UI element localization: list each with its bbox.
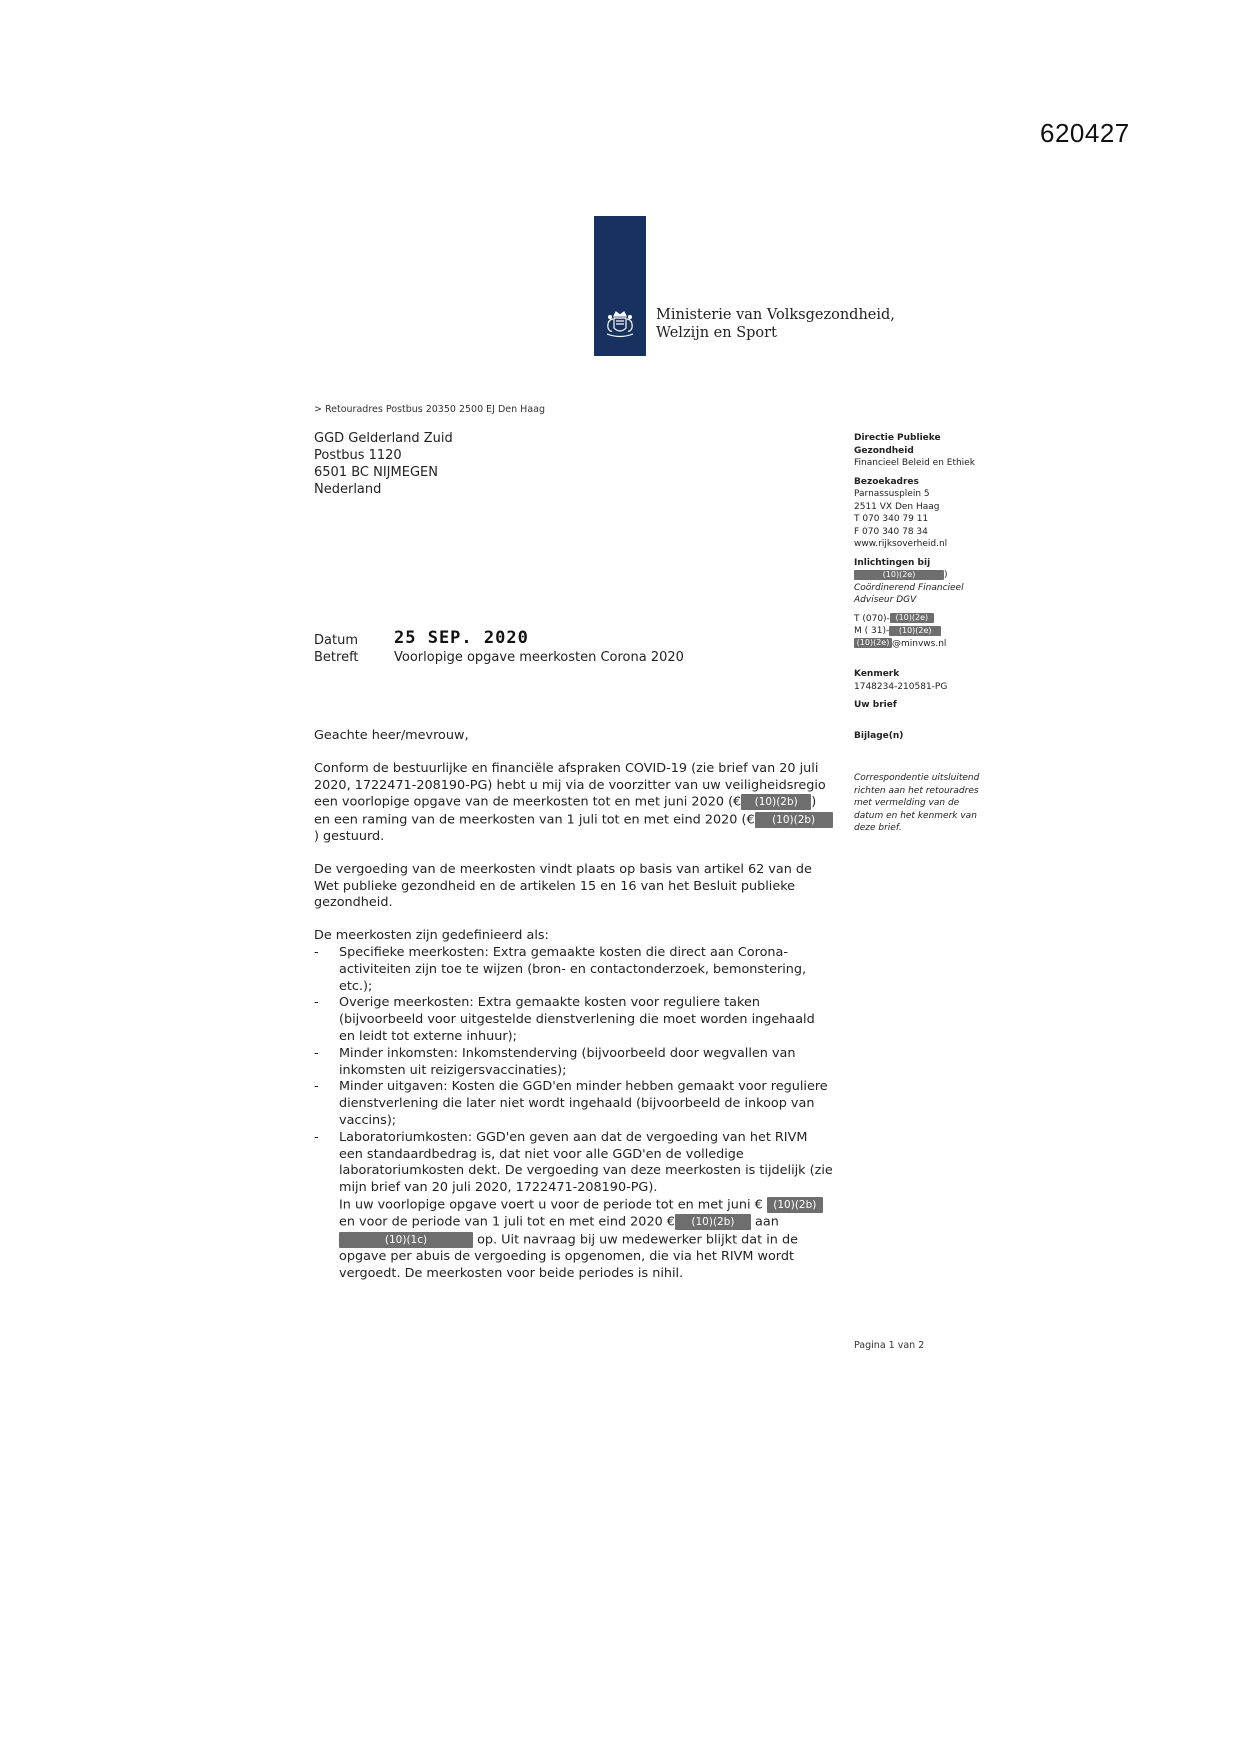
list-item: - Overige meerkosten: Extra gemaakte kosten voor reguliere taken (bijvoorbeeld voor uitgestelde dienstverlening die moet worden ingehaald en leidt tot externe inhuur); [314, 995, 815, 1044]
visit-address-line: F 070 340 78 34 [854, 526, 928, 537]
email-line [854, 638, 1014, 651]
redaction-box: (10)(2b) [675, 1214, 751, 1230]
date-stamp: 25 SEP. 2020 [394, 628, 529, 648]
kenmerk-value: 1748234-210581-PG [854, 681, 948, 692]
list-item: - Minder inkomsten: Inkomstenderving (bijvoorbeeld door wegvallen van inkomsten uit reizigersvaccinaties); [314, 1045, 796, 1078]
paragraph-text: In uw voorlopige opgave voert u voor de periode tot en met juni € [339, 1197, 763, 1213]
paragraph-text: op. Uit navraag bij uw medewerker blijkt dat in de opgave per abuis de vergoeding is opgenomen, die via het RIVM wordt vergoedt. De meerkosten voor beide periodes is nihil. [339, 1232, 798, 1281]
redaction-box: (10)(2b) [741, 794, 811, 810]
email-suffix: @minvws.nl [892, 638, 947, 649]
paragraph-1 [314, 761, 834, 846]
list-item: - Minder uitgaven: Kosten die GGD'en minder hebben gemaakt voor reguliere dienstverlening die later niet wordt ingehaald (bijvoorbeeld de inkoop van vaccins); [314, 1079, 828, 1128]
department: Financieel Beleid en Ethiek [854, 458, 975, 468]
visit-address-line: 2511 VX Den Haag [854, 501, 940, 512]
visit-address-line: T 070 340 79 11 [854, 514, 929, 524]
recipient-line: Nederland [314, 482, 382, 497]
kenmerk-label: Kenmerk [854, 669, 900, 679]
paragraph-text: ) gestuurd. [314, 828, 385, 844]
letter-meta [314, 630, 684, 666]
redaction-box: (10)(2e) [854, 638, 892, 648]
paragraph-text: aan [755, 1214, 779, 1230]
recipient-line: GGD Gelderland Zuid [314, 431, 453, 446]
recipient-address [314, 430, 453, 498]
ministry-name-line-2: Welzijn en Sport [656, 325, 777, 341]
uw-brief-label: Uw brief [854, 700, 897, 710]
correspondence-note-line: met vermelding van de [854, 798, 960, 808]
paragraph-2: De vergoeding van de meerkosten vindt plaats op basis van artikel 62 van de Wet publieke gezondheid en de artikelen 15 en 16 van het Besluit publieke gezondheid. [314, 861, 812, 911]
mobile-line [854, 625, 1014, 638]
correspondence-note-line: Correspondentie uitsluitend [854, 773, 980, 783]
redaction-box: (10)(2e) [890, 613, 934, 623]
letter-body [314, 728, 834, 1282]
phone-prefix: T (070)- [854, 613, 890, 624]
document-number: 620427 [1040, 118, 1130, 148]
directorate-line: Directie Publieke [854, 433, 941, 443]
redaction-box: (10)(2e) [889, 626, 941, 636]
betreft-label: Betreft [314, 650, 359, 665]
redaction-box: (10)(1c) [339, 1232, 473, 1248]
recipient-line: 6501 BC NIJMEGEN [314, 465, 438, 480]
mobile-prefix: M ( 31)- [854, 626, 890, 636]
subject: Voorlopige opgave meerkosten Corona 2020 [394, 650, 684, 665]
ministry-name-line-1: Ministerie van Volksgezondheid, [656, 307, 895, 323]
page-number: Pagina 1 van 2 [854, 1340, 925, 1351]
info-suffix: ) [944, 570, 948, 580]
royal-coat-of-arms-icon [600, 304, 640, 344]
ministry-name [656, 306, 895, 342]
paragraph-text: ) en een raming van de meerkosten van 1 juli tot en met eind 2020 (€ [314, 794, 817, 828]
info-label: Inlichtingen bij [854, 557, 931, 568]
paragraph-text: en voor de periode van 1 juli tot en met eind 2020 € [339, 1214, 675, 1230]
redaction-box: (10)(2b) [767, 1197, 823, 1213]
datum-label: Datum [314, 633, 358, 648]
visit-address-line: Parnassusplein 5 [854, 489, 930, 499]
redaction-box: (10)(2e) [854, 570, 944, 580]
directorate-line: Gezondheid [854, 445, 914, 456]
correspondence-note-line: datum en het kenmerk van [854, 810, 977, 821]
correspondence-note-line: deze brief. [854, 823, 902, 833]
correspondence-note-line: richten aan het retouradres [854, 785, 979, 796]
sender-sidebar [854, 432, 1014, 835]
info-role-line: Adviseur DGV [854, 595, 917, 605]
salutation: Geachte heer/mevrouw, [314, 728, 469, 743]
list-item: - Specifieke meerkosten: Extra gemaakte kosten die direct aan Corona-activiteiten zijn toe te wijzen (bron- en contactonderzoek, bemonstering, etc.); [314, 944, 807, 994]
recipient-line: Postbus 1120 [314, 448, 402, 463]
visit-address-label: Bezoekadres [854, 476, 919, 487]
website-link[interactable]: www.rijksoverheid.nl [854, 539, 948, 549]
redaction-box: (10)(2b) [755, 812, 833, 828]
phone-line [854, 613, 1014, 626]
paragraph-text: Conform de bestuurlijke en financiële afspraken COVID-19 (zie brief van 20 juli 2020, 1722471-208190-PG) hebt u mij via de voorzitter van uw veiligheidsregio een voorlopige opgave van de meerkosten tot en met juni 2020 (€ [314, 760, 826, 810]
info-role-line: Coördinerend Financieel [854, 582, 964, 593]
definitions-list [314, 945, 834, 1282]
definitions-intro: De meerkosten zijn gedefinieerd als: [314, 928, 549, 944]
info-contact [854, 569, 1014, 582]
bijlagen-label: Bijlage(n) [854, 730, 904, 741]
return-address: > Retouradres Postbus 20350 2500 EJ Den Haag [314, 404, 546, 415]
list-item: - Laboratoriumkosten: GGD'en geven aan dat de vergoeding van het RIVM een standaardbedrag is, dat niet voor alle GGD'en de volledige laboratoriumkosten dekt. De vergoeding van deze meerkosten is tijdelijk (zie mijn brief van 20 juli 2020, 1722471-208190-PG). In uw voorlopige opgave voert u voor de periode tot en met juni € (10)(2b) en voor de periode van 1 juli tot en met eind 2020 € (10)(2b) aan (10)(1c) op. Uit navraag bij uw medewerker blijkt dat in de opgave per abuis de vergoeding is opgenomen, die via het RIVM wordt vergoedt. De meerkosten voor beide periodes is nihil. [314, 1129, 833, 1281]
betreft-row [314, 649, 684, 666]
datum-row [314, 630, 684, 649]
ministry-logo-bar [594, 216, 646, 356]
